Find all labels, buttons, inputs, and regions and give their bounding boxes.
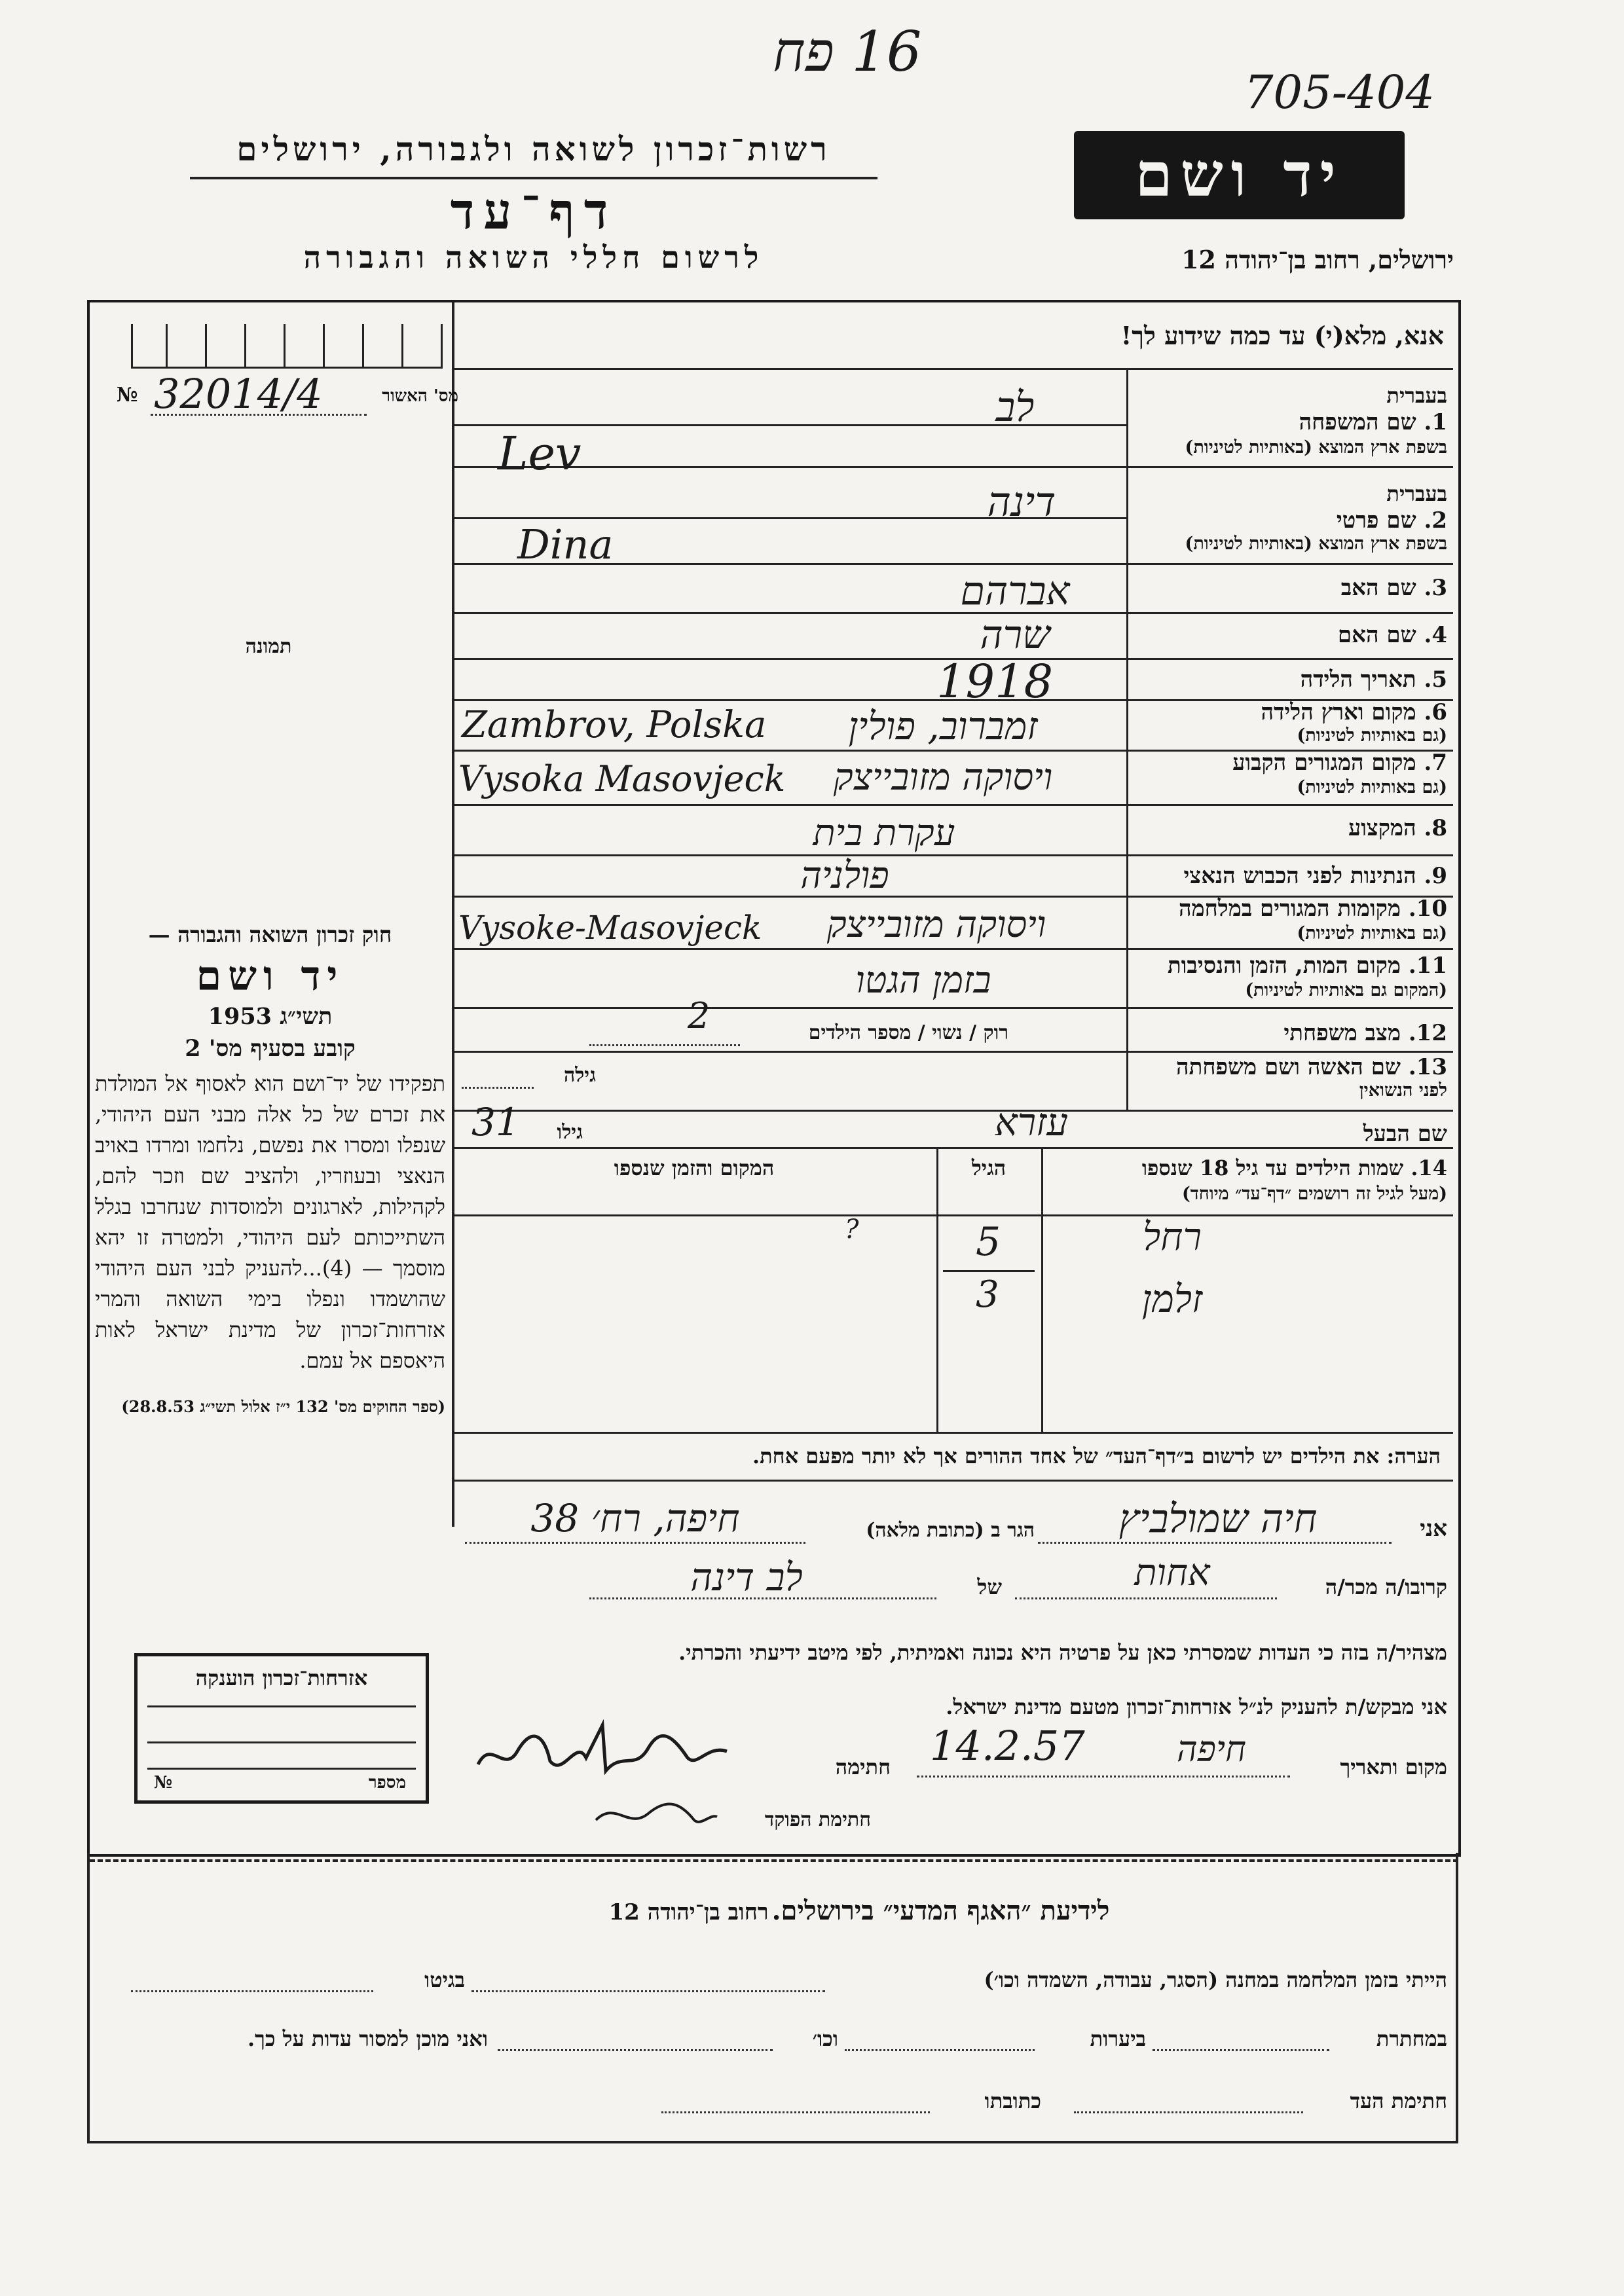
f2-sub: בשפת ארץ המוצא (באותיות לטיניות) (1185, 534, 1447, 554)
request-text: אני מבקש/ת להעניק לנ״ל אזרחות־זכרון מטעם מדינת ישראל. (946, 1694, 1447, 1719)
f3-value: אברהם (960, 568, 1070, 614)
f5-label: 5. תאריך הלידה (1300, 666, 1447, 693)
footer-line1-dotline (471, 1990, 825, 1992)
intro-row-bottom (454, 368, 1453, 370)
org-line: רשות־זכרון לשואה ולגבורה, ירושלים (236, 130, 831, 168)
child-1-name: רחל (1143, 1214, 1202, 1259)
law-gazette: (ספר החוקים מס' 132 י״ז אלול תשי״ג 28.8.53) (121, 1397, 445, 1416)
footer-line2-c: וכו׳ (812, 2026, 838, 2051)
photo-label: תמונה (245, 635, 292, 658)
f11-value: בזמן הגטו (855, 959, 991, 1002)
f6-label: 6. מקום וארץ הלידה (1261, 699, 1447, 725)
law-section: קובע בסעיף מס' 2 (185, 1035, 356, 1062)
approval-no-prefix: № (117, 384, 138, 407)
place-value: חיפה (1176, 1728, 1247, 1770)
relation-value: אחות (1134, 1552, 1210, 1594)
note-text: הערה: את הילדים יש לרשום ב״דף־העד״ של אחד ההורים אך לא יותר מפעם אחת. (752, 1444, 1441, 1468)
children-bottom (454, 1432, 1453, 1434)
f12-bottom (454, 1051, 1453, 1053)
child-2-age: 3 (976, 1273, 999, 1316)
law-text: תפקידו של יד־ושם הוא לאסוף אל המולדת את זכרם של כל אלה מבני העם היהודי, שנפלו ומסרו את נפשם, נלחמו ומרדו באויב הנאצי ובעוזריו, ולהציב שם וזכר להם, לקהילות, לארגונים ולמוסדות שנחרבו בגלל השתייכותם לעם היהודי, ולמטרה זו יהא מוסמך — (4)...להעניק לבני העם היהודי שהושמדו ונפלו בימי השואה והמרי אזרחות־זכרון של מדינת ישראל לאות היאספם אל עמם. (95, 1071, 446, 1373)
logo-text: יד ושם (1135, 139, 1344, 210)
f13-label: 13. שם האשה ושם משפחתה (1176, 1054, 1447, 1080)
f6-sub: (גם באותיות לטיניות) (1297, 725, 1447, 746)
f11-bottom (454, 1007, 1453, 1009)
husband-bottom (454, 1147, 1453, 1149)
f1-lat-value: Lev (498, 427, 581, 481)
law-text-block (95, 922, 445, 1418)
footer-separator (90, 1859, 1458, 1862)
declarant-signature (471, 1712, 733, 1784)
f9-value: פולניה (800, 854, 889, 897)
f8-value: עקרת בית (813, 812, 955, 854)
f7-sub: (גם באותיות לטיניות) (1297, 777, 1447, 797)
declarant-name-dotline (1038, 1542, 1392, 1544)
f10-label: 10. מקומות המגורים במלחמה (1178, 896, 1447, 922)
law-name: יד ושם (196, 952, 344, 1000)
f13-age-dotline (462, 1087, 534, 1089)
children-header-bottom (454, 1214, 1453, 1216)
relation-dotline (1015, 1597, 1277, 1599)
certificate-no-label: מספר (368, 1773, 406, 1793)
f12-label: 12. מצב משפחתי (1283, 1020, 1447, 1046)
declarant-address-label: הגר ב (כתובת מלאה) (866, 1519, 1035, 1542)
husband-age-value: 31 (471, 1100, 520, 1144)
f2-lat-value: Dina (517, 520, 614, 568)
f12-options: רוק / נשוי / מספר הילדים (808, 1021, 1008, 1044)
f10-sub: (גם באותיות לטיניות) (1297, 923, 1447, 943)
husband-label: שם הבעל (1363, 1121, 1447, 1147)
f7-label: 7. מקום המגורים הקבוע (1232, 750, 1447, 776)
children-title: 14. שמות הילדים עד גיל 18 שנספו (1141, 1156, 1447, 1180)
footer-line3-b-dotline (661, 2111, 930, 2113)
f8-label: 8. המקצוע (1348, 815, 1447, 841)
f1-sub: בשפת ארץ המוצא (באותיות לטיניות) (1185, 437, 1447, 458)
footer-line1-end-dotline (131, 1990, 373, 1992)
f7-lat-value: Vysoka Masovjeck (458, 758, 786, 799)
footer-line2-c-dotline (498, 2049, 773, 2051)
children-place-header: המקום והזמן שנספו (614, 1156, 775, 1180)
f10-bottom (454, 948, 1453, 950)
f2-heb-tag: בעברית (1386, 481, 1447, 506)
approval-number-boxes (131, 324, 443, 369)
approval-label: מס' האשור (382, 386, 458, 406)
certificate-box (134, 1653, 429, 1804)
archive-annotation-top: 16 פח (773, 20, 922, 84)
f1-heb-tag: בעברית (1386, 383, 1447, 408)
f11-sub: (המקום גם באותיות לטיניות) (1245, 980, 1447, 1000)
f6-lat-value: Zambrov, Polska (462, 704, 767, 746)
child-2-name: זלמן (1141, 1277, 1203, 1321)
org-underline (190, 177, 877, 179)
footer-line2-a-dotline (1153, 2049, 1329, 2051)
f10-lat-value: Vysoke-Masovjeck (458, 909, 762, 947)
f8-bottom (454, 854, 1453, 856)
children-name-divider (1041, 1147, 1043, 1432)
approval-dotline (151, 414, 367, 416)
column-divider (452, 302, 454, 1527)
f1-heb-value: לב (995, 383, 1035, 431)
of-name: לב דינה (690, 1555, 803, 1599)
f1-bottom (454, 466, 1453, 468)
intro-text: אנא, מלא(י) עד כמה שידוע לך! (1120, 321, 1444, 350)
footer-left-border (87, 1853, 90, 2141)
footer-line3-a-dotline (1074, 2111, 1303, 2113)
f3-label: 3. שם האב (1340, 575, 1447, 601)
of-name-dotline (589, 1597, 936, 1599)
f4-value: שרה (980, 612, 1050, 658)
declarant-i-label: אני (1420, 1516, 1447, 1542)
law-year: תשי״ג 1953 (208, 1003, 333, 1030)
yad-vashem-logo (1074, 131, 1405, 219)
footer-right-border (1456, 1853, 1458, 2141)
f1-label: 1. שם המשפחה (1299, 409, 1447, 435)
children-title-sub: (מעל לגיל זה רושמים ״דף־עד״ מיוחד) (1181, 1184, 1447, 1204)
certificate-no-prefix: № (154, 1773, 173, 1793)
f2-heb-value: דינה (987, 478, 1056, 526)
f10-heb-value: ויסוקה מזובייצק (826, 903, 1046, 946)
children-age-divider (936, 1147, 938, 1432)
f13-sub: לפני הנשואין (1359, 1080, 1447, 1101)
child-1-age: 5 (976, 1219, 1001, 1265)
footer-line2-b: ביערות (1090, 2026, 1146, 2051)
relation-label: קרובו/ה מכר/ה (1325, 1575, 1447, 1599)
f13-age-label: גילה (563, 1064, 596, 1087)
f7-heb-value: ויסוקה מזובייצק (833, 756, 1053, 799)
footer-title: לידיעת ״האגף המדעי״ בירושלים. (771, 1895, 1110, 1926)
certificate-title: אזרחות־זכרון הוענקה (195, 1666, 368, 1690)
note-bottom (454, 1480, 1453, 1482)
declaration-text: מצהיר/ה בזה כי העדות שמסרתי כאן על פרטיה היא נכונה ואמיתית, לפי מיטב ידיעתי והכרתי. (678, 1640, 1447, 1665)
children-age-header: הגיל (971, 1156, 1006, 1180)
declarant-address-dotline (465, 1542, 805, 1544)
purpose-line: לרשום חללי השואה והגבורה (303, 240, 764, 275)
f9-label: 9. הנתינות לפני הכבוש הנאצי (1183, 863, 1447, 889)
f7-bottom (454, 804, 1453, 806)
officer-signature (589, 1794, 720, 1833)
place-date-label: מקום ותאריך (1340, 1755, 1447, 1779)
f12-children-value: 2 (688, 995, 710, 1036)
header-address: ירושלים, רחוב בן־יהודה 12 (1181, 245, 1454, 274)
footer-line2-a: במחתרת (1376, 2026, 1447, 2051)
f4-label: 4. שם האם (1337, 622, 1447, 648)
footer-line3-b: כתובתו (984, 2088, 1041, 2113)
date-value: 14.2.57 (930, 1722, 1085, 1770)
place-date-dotline (917, 1776, 1290, 1777)
footer-title-row (511, 1895, 1192, 1926)
f6-heb-value: זמברוב, פולין (848, 704, 1038, 748)
footer-address: רחוב בן־יהודה 12 (608, 1899, 769, 1925)
husband-age-label: גילו (557, 1121, 583, 1144)
f12-children-dotline (589, 1044, 740, 1046)
of-label: של (977, 1575, 1002, 1599)
declarant-address: חיפה, רח׳ 38 (530, 1496, 740, 1540)
officer-label: חתימת הפוקד (764, 1808, 871, 1831)
footer-line1-a: הייתי בזמן המלחמה במחנה (הסגר, עבודה, השמדה וכו׳) (984, 1967, 1447, 1992)
archive-annotation-number: 705-404 (1244, 65, 1435, 119)
signature-label: חתימה (835, 1755, 891, 1779)
law-title: חוק זכרון השואה והגבורה — (148, 922, 392, 947)
form-title: דף־עד (450, 182, 618, 240)
child-1-age-line (943, 1270, 1035, 1272)
approval-number-value: 32014/4 (154, 370, 323, 418)
f2-label: 2. שם פרטי (1336, 507, 1447, 534)
label-column-divider (1126, 370, 1128, 1110)
footer-line3-a: חתימת העד (1350, 2088, 1447, 2113)
footer-line2-d: ואני מוכן למסור עדות על כך. (247, 2026, 488, 2051)
f11-label: 11. מקום המות, הזמן והנסיבות (1167, 953, 1447, 979)
husband-value: עזרא (994, 1100, 1069, 1144)
footer-line1-b: בגיטו (424, 1967, 465, 1992)
declarant-name: חיה שמולביץ (1118, 1496, 1318, 1542)
footer-line2-b-dotline (845, 2049, 1035, 2051)
child-1-place: ? (845, 1214, 859, 1245)
footer-bottom-border (87, 2141, 1458, 2143)
f5-value: 1918 (936, 655, 1054, 708)
